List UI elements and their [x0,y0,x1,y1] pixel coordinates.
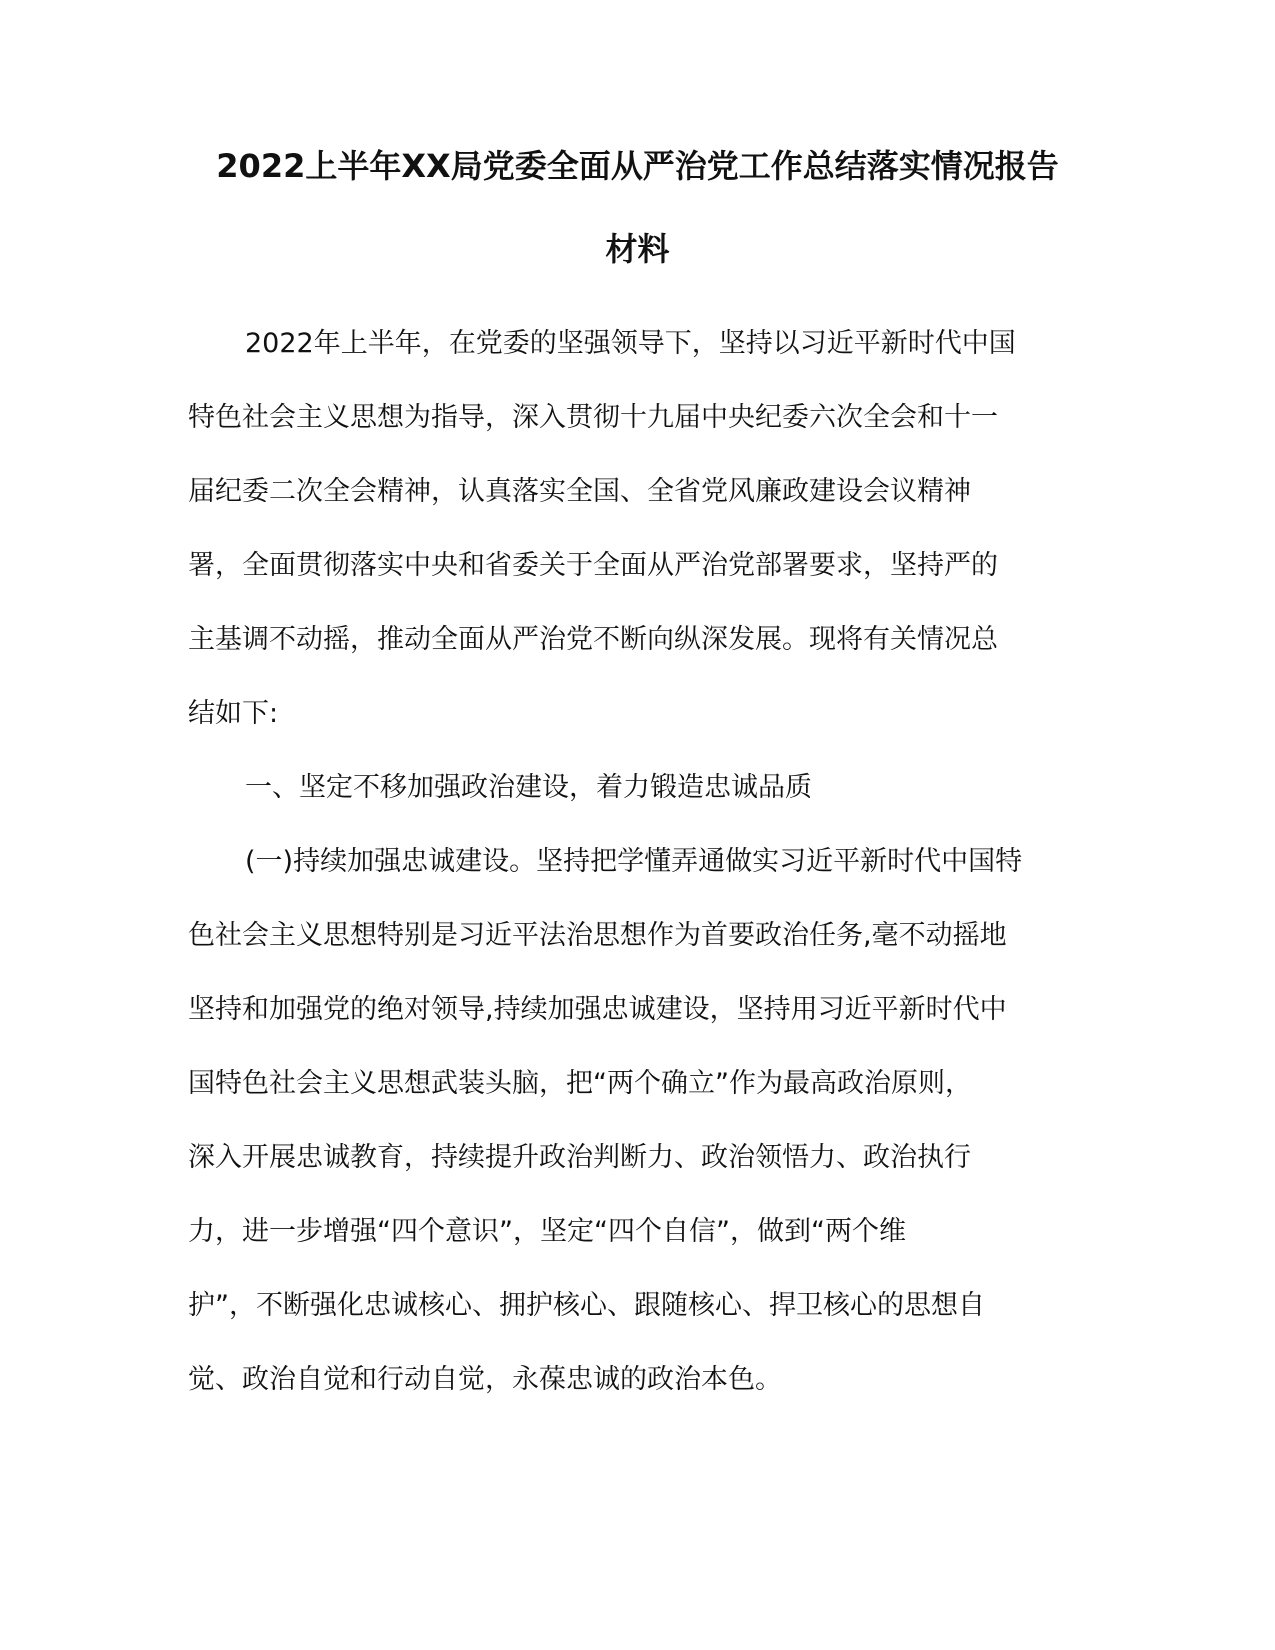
document-title-line-2: 材料 [605,230,670,268]
paragraph-2-line-6: 力，进一步增强“四个意识”，坚定“四个自信”，做到“两个维 [188,1216,906,1247]
paragraph-2-line-2: 色社会主义思想特别是习近平法治思想作为首要政治任务,毫不动摇地 [188,920,1007,951]
paragraph-2-line-4: 国特色社会主义思想武装头脑，把“两个确立”作为最高政治原则， [188,1068,972,1099]
section-heading-1: 一、坚定不移加强政治建设，着力锻造忠诚品质 [245,772,812,803]
document-title-line-1: 2022上半年XX局党委全面从严治党工作总结落实情况报告 [216,147,1059,185]
paragraph-2-line-8: 觉、政治自觉和行动自觉，永葆忠诚的政治本色。 [188,1364,782,1395]
paragraph-2-line-1: (一)持续加强忠诚建设。坚持把学懂弄通做实习近平新时代中国特 [245,846,1023,877]
paragraph-1-line-6: 结如下: [188,698,279,729]
paragraph-1-line-2: 特色社会主义思想为指导，深入贯彻十九届中央纪委六次全会和十一 [188,402,998,433]
paragraph-1-line-1: 2022年上半年，在党委的坚强领导下，坚持以习近平新时代中国 [245,328,1016,359]
paragraph-2-line-3: 坚持和加强党的绝对领导,持续加强忠诚建设，坚持用习近平新时代中 [188,994,1007,1025]
paragraph-1-line-4: 署，全面贯彻落实中央和省委关于全面从严治党部署要求，坚持严的 [188,550,998,581]
paragraph-1-line-5: 主基调不动摇，推动全面从严治党不断向纵深发展。现将有关情况总 [188,624,998,655]
paragraph-1-line-3: 届纪委二次全会精神，认真落实全国、全省党风廉政建设会议精神 [188,476,971,507]
paragraph-2-line-7: 护”，不断强化忠诚核心、拥护核心、跟随核心、捍卫核心的思想自 [188,1290,985,1321]
paragraph-2-line-5: 深入开展忠诚教育，持续提升政治判断力、政治领悟力、政治执行 [188,1142,971,1173]
